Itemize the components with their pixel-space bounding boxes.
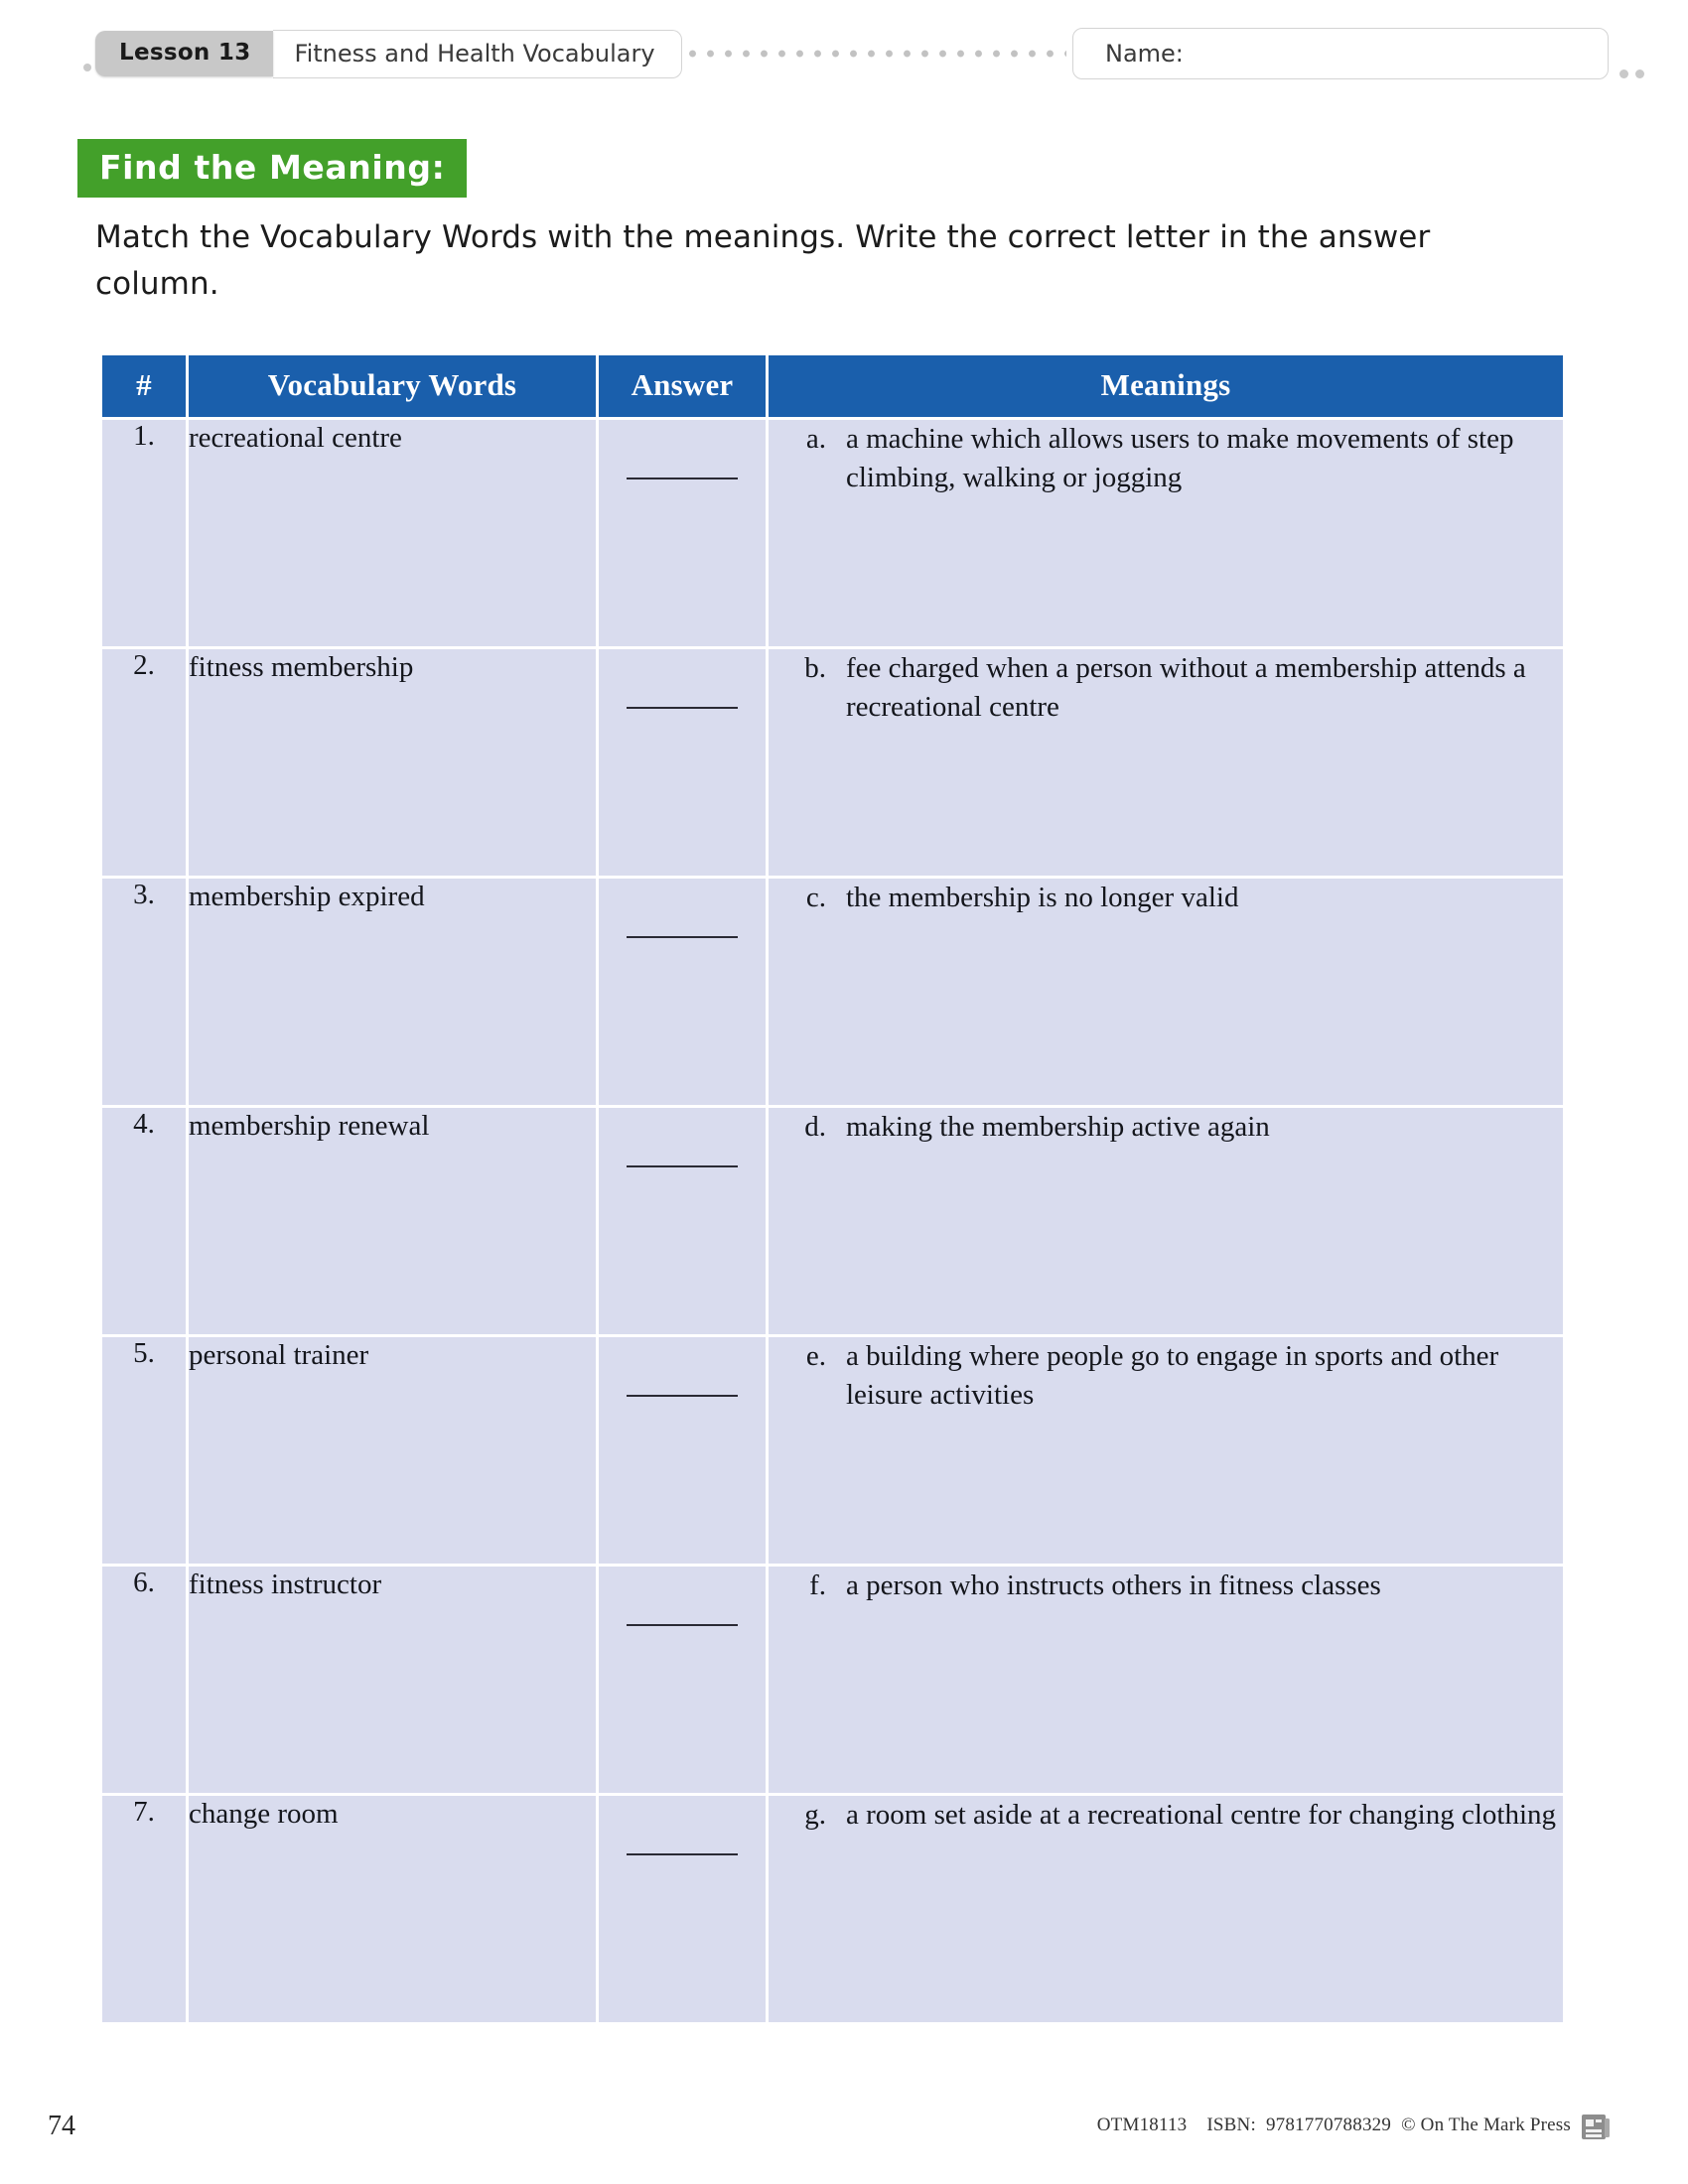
page-number: 74 — [48, 2111, 75, 2141]
column-header-words: Vocabulary Words — [189, 355, 596, 417]
vocabulary-word: personal trainer — [189, 1337, 596, 1564]
product-code: OTM18113 — [1096, 2115, 1188, 2135]
instructions-text: Match the Vocabulary Words with the meanings. Write the correct letter in the answer column. — [95, 219, 1431, 303]
table-row — [102, 420, 1563, 646]
table-row — [102, 1337, 1563, 1564]
isbn-value: 9781770788329 — [1265, 2115, 1392, 2135]
meaning-letter: b. — [804, 652, 826, 684]
answer-blank-line — [627, 478, 738, 479]
meaning-cell — [769, 879, 1563, 1105]
isbn-label: ISBN: — [1206, 2115, 1256, 2135]
meaning-cell — [769, 420, 1563, 646]
vocabulary-word: recreational centre — [189, 420, 596, 646]
leader-dot-right-2 — [1635, 69, 1644, 78]
meaning-letter: c. — [805, 882, 826, 913]
table-row — [102, 1567, 1563, 1793]
meaning-text: a person who instructs others in fitness classes — [846, 1570, 1381, 1601]
section-banner-title: Find the Meaning: — [77, 139, 467, 198]
press-book-icon — [1579, 2111, 1613, 2144]
copyright-text: © On The Mark Press — [1401, 2115, 1571, 2135]
table-header-row — [102, 355, 1563, 417]
column-header-number: # — [102, 355, 186, 417]
meaning-text: fee charged when a person without a membership attends a recreational centre — [846, 652, 1526, 723]
row-number: 5. — [102, 1337, 186, 1564]
row-number: 4. — [102, 1108, 186, 1334]
leader-dot-left — [83, 64, 91, 71]
table-row — [102, 879, 1563, 1105]
vocabulary-word: fitness instructor — [189, 1567, 596, 1793]
answer-input[interactable] — [599, 1796, 766, 2022]
meaning-cell — [769, 1567, 1563, 1793]
row-number: 1. — [102, 420, 186, 646]
meaning-cell — [769, 649, 1563, 876]
row-number: 2. — [102, 649, 186, 876]
dotted-leader — [684, 28, 1070, 79]
answer-blank-line — [627, 1165, 738, 1167]
meaning-letter: e. — [805, 1340, 826, 1372]
name-field[interactable] — [1072, 28, 1609, 79]
answer-blank-line — [627, 1395, 738, 1397]
answer-input[interactable] — [599, 1337, 766, 1564]
answer-blank-line — [627, 707, 738, 709]
matching-table — [99, 352, 1566, 2025]
table-row — [102, 1108, 1563, 1334]
meaning-text: the membership is no longer valid — [846, 882, 1239, 913]
vocabulary-word: membership expired — [189, 879, 596, 1105]
answer-input[interactable] — [599, 649, 766, 876]
meaning-letter: f. — [809, 1570, 826, 1601]
vocabulary-word: fitness membership — [189, 649, 596, 876]
answer-input[interactable] — [599, 420, 766, 646]
meaning-letter: g. — [804, 1799, 826, 1831]
meaning-cell — [769, 1337, 1563, 1564]
lesson-title: Fitness and Health Vocabulary — [273, 30, 682, 78]
answer-blank-line — [627, 1853, 738, 1855]
page-header — [95, 28, 1609, 79]
meaning-text: a room set aside at a recreational centre for changing clothing — [846, 1799, 1557, 1831]
row-number: 3. — [102, 879, 186, 1105]
meaning-text: a building where people go to engage in sports and other leisure activities — [846, 1340, 1499, 1411]
answer-input[interactable] — [599, 879, 766, 1105]
vocabulary-word: membership renewal — [189, 1108, 596, 1334]
answer-blank-line — [627, 936, 738, 938]
meaning-text: making the membership active again — [846, 1111, 1270, 1143]
lesson-tab: Lesson 13 — [95, 31, 273, 76]
vocabulary-word: change room — [189, 1796, 596, 2022]
column-header-answer: Answer — [599, 355, 766, 417]
footer-credit — [1097, 2115, 1571, 2136]
table-row — [102, 1796, 1563, 2022]
meaning-cell — [769, 1796, 1563, 2022]
leader-dot-right-1 — [1619, 69, 1628, 78]
table-row — [102, 649, 1563, 876]
meaning-cell — [769, 1108, 1563, 1334]
meaning-text: a machine which allows users to make movements of step climbing, walking or jogging — [846, 423, 1514, 493]
column-header-meanings: Meanings — [769, 355, 1563, 417]
answer-input[interactable] — [599, 1108, 766, 1334]
answer-blank-line — [627, 1624, 738, 1626]
answer-input[interactable] — [599, 1567, 766, 1793]
name-field-label: Name: — [1105, 40, 1184, 68]
row-number: 6. — [102, 1567, 186, 1793]
meaning-letter: d. — [804, 1111, 826, 1143]
meaning-letter: a. — [805, 423, 826, 455]
row-number: 7. — [102, 1796, 186, 2022]
